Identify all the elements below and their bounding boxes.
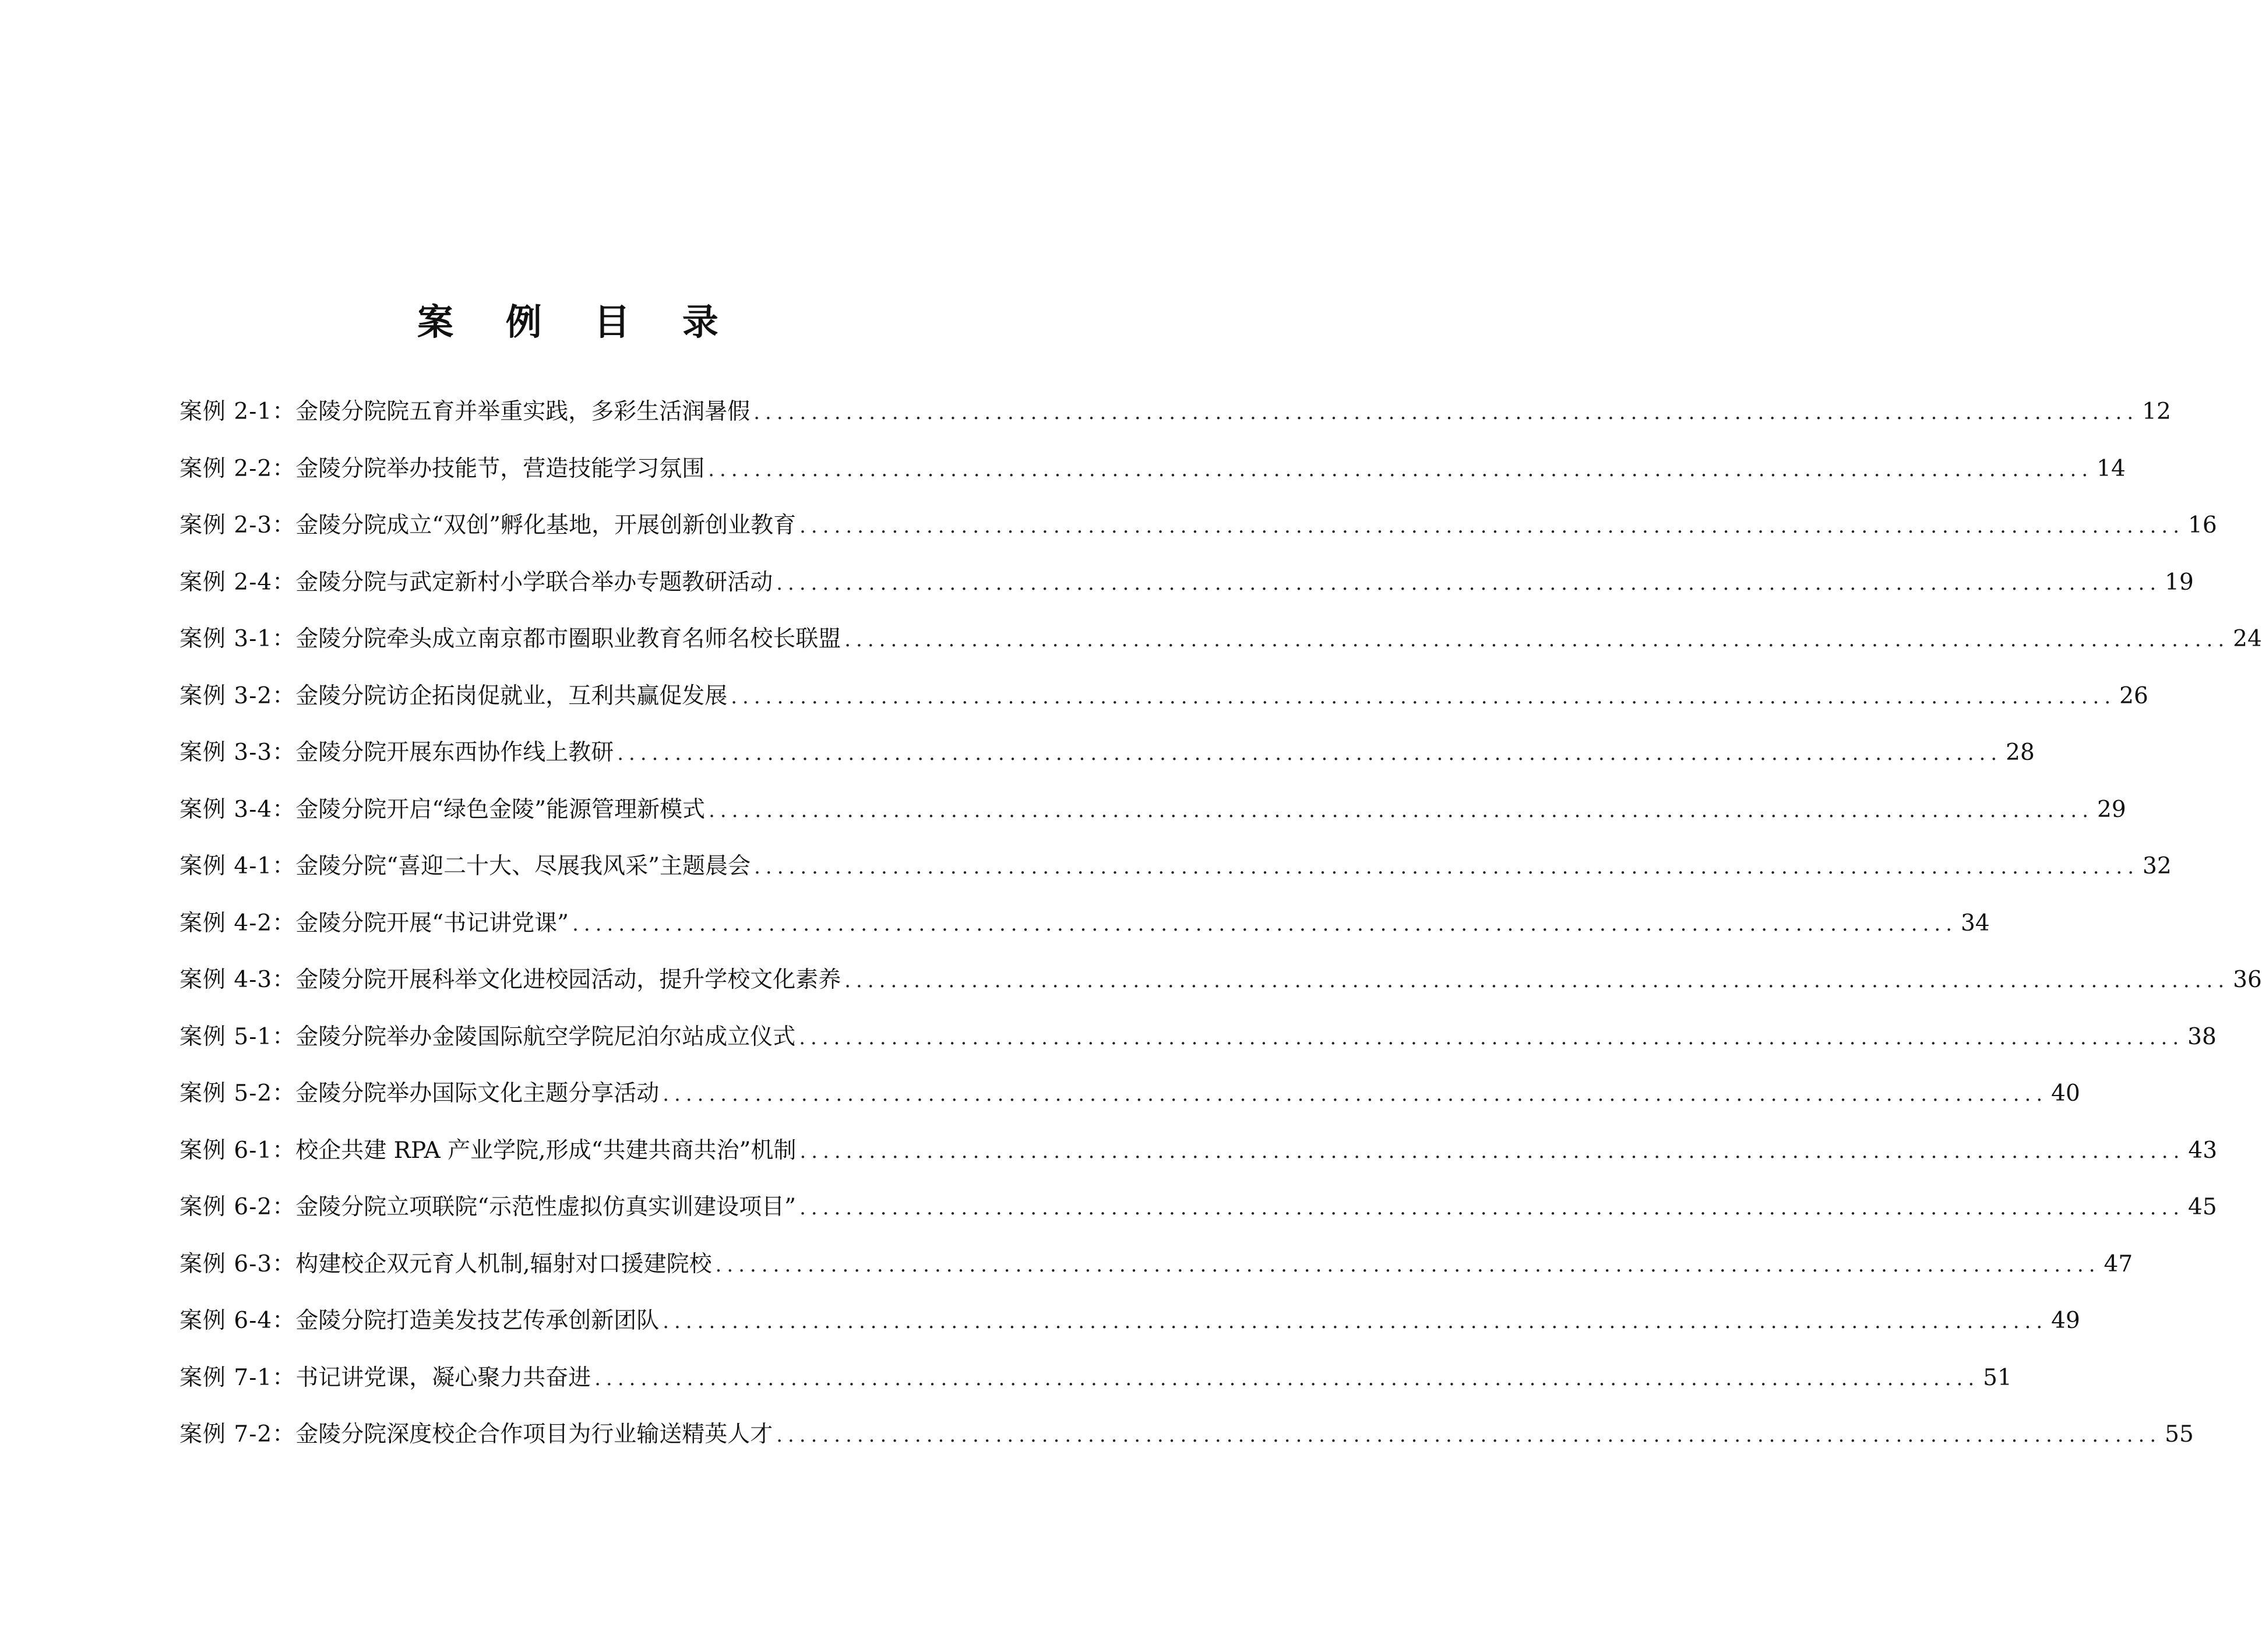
toc-entry[interactable] [179, 619, 2262, 676]
entry-page-number: 29 [2097, 796, 2126, 823]
dot-leader: ........................................................................................................................ [844, 628, 2230, 651]
toc-entry[interactable] [179, 1187, 2217, 1244]
dot-leader: ........................................................................................................................ [799, 1139, 2185, 1163]
entry-title: 金陵分院院五育并举重实践，多彩生活润暑假 [295, 399, 751, 425]
entry-label: 案例 3-3： [179, 739, 296, 766]
entry-page-number: 36 [2233, 967, 2262, 993]
toc-entry[interactable] [179, 676, 2148, 733]
entry-page-number: 32 [2143, 853, 2172, 879]
entry-title: 金陵分院开展科举文化进校园活动，提升学校文化素养 [295, 967, 841, 993]
entry-label: 案例 2-1： [179, 399, 296, 425]
toc-entry[interactable] [179, 1073, 2080, 1130]
entry-title: 校企共建 RPA 产业学院,形成“共建共商共治”机制 [295, 1137, 797, 1164]
table-of-contents [179, 392, 2262, 1471]
page-title: 案 例 目 录 [417, 300, 738, 343]
entry-label: 案例 7-2： [179, 1421, 296, 1447]
dot-leader: ........................................................................................................................ [617, 742, 2003, 765]
entry-page-number: 55 [2165, 1421, 2194, 1447]
dot-leader: ........................................................................................................................ [753, 401, 2139, 424]
entry-label: 案例 6-4： [179, 1308, 296, 1334]
toc-entry[interactable] [179, 732, 2035, 790]
dot-leader: ........................................................................................................................ [663, 1310, 2048, 1333]
entry-page-number: 19 [2165, 569, 2194, 596]
toc-entry[interactable] [179, 1244, 2133, 1301]
toc-entry[interactable] [179, 960, 2262, 1017]
toc-entry[interactable] [179, 392, 2171, 449]
dot-leader: ........................................................................................................................ [844, 969, 2230, 992]
entry-page-number: 40 [2051, 1080, 2080, 1107]
entry-page-number: 26 [2119, 682, 2148, 709]
entry-title: 金陵分院立项联院“示范性虚拟仿真实训建设项目” [295, 1194, 797, 1220]
entry-label: 案例 3-2： [179, 682, 296, 709]
toc-entry[interactable] [179, 1414, 2194, 1471]
toc-entry[interactable] [179, 449, 2126, 506]
entry-label: 案例 5-2： [179, 1080, 296, 1107]
dot-leader: ........................................................................................................................ [754, 855, 2140, 879]
entry-page-number: 45 [2188, 1194, 2217, 1220]
entry-title: 金陵分院牵头成立南京都市圈职业教育名师名校长联盟 [295, 626, 841, 652]
dot-leader: ........................................................................................................................ [776, 571, 2162, 595]
entry-page-number: 43 [2188, 1137, 2218, 1164]
entry-label: 案例 6-1： [179, 1137, 296, 1164]
entry-page-number: 51 [1983, 1364, 2012, 1391]
toc-entry[interactable] [179, 1130, 2218, 1188]
entry-label: 案例 2-4： [179, 569, 296, 596]
dot-leader: ........................................................................................................................ [709, 798, 2094, 822]
dot-leader: ........................................................................................................................ [799, 1026, 2185, 1049]
entry-page-number: 16 [2188, 512, 2217, 538]
dot-leader: ........................................................................................................................ [799, 1196, 2185, 1220]
entry-page-number: 28 [2006, 739, 2035, 766]
entry-page-number: 24 [2233, 626, 2262, 652]
dot-leader: ........................................................................................................................ [663, 1083, 2048, 1106]
entry-label: 案例 5-1： [179, 1023, 296, 1050]
entry-title: 金陵分院开展“书记讲党课” [295, 910, 569, 936]
entry-label: 案例 3-4： [179, 796, 296, 823]
entry-label: 案例 3-1： [179, 626, 296, 652]
toc-entry[interactable] [179, 562, 2194, 619]
dot-leader: ........................................................................................................................ [776, 1424, 2162, 1447]
toc-entry[interactable] [179, 790, 2126, 847]
dot-leader: ........................................................................................................................ [594, 1366, 1980, 1390]
entry-title: 金陵分院开启“绿色金陵”能源管理新模式 [295, 796, 706, 823]
entry-title: 构建校企双元育人机制,辐射对口援建院校 [295, 1251, 712, 1277]
entry-title: 金陵分院打造美发技艺传承创新团队 [295, 1308, 660, 1334]
entry-title: 金陵分院举办国际文化主题分享活动 [295, 1080, 660, 1107]
entry-label: 案例 2-3： [179, 512, 296, 538]
entry-label: 案例 2-2： [179, 455, 296, 482]
dot-leader: ........................................................................................................................ [572, 912, 1958, 936]
entry-page-number: 14 [2097, 455, 2126, 482]
entry-page-number: 47 [2104, 1251, 2133, 1277]
dot-leader: ........................................................................................................................ [708, 457, 2094, 481]
entry-title: 金陵分院举办金陵国际航空学院尼泊尔站成立仪式 [295, 1023, 796, 1050]
entry-label: 案例 4-2： [179, 910, 296, 936]
entry-title: 金陵分院举办技能节，营造技能学习氛围 [295, 455, 705, 482]
toc-entry[interactable] [179, 1017, 2217, 1074]
toc-entry[interactable] [179, 1358, 2012, 1415]
entry-label: 案例 4-3： [179, 967, 296, 993]
dot-leader: ........................................................................................................................ [715, 1253, 2101, 1277]
toc-entry[interactable] [179, 903, 1990, 960]
entry-title: 金陵分院深度校企合作项目为行业输送精英人才 [295, 1421, 773, 1447]
entry-title: 金陵分院访企拓岗促就业，互利共赢促发展 [295, 682, 728, 709]
entry-page-number: 12 [2142, 399, 2171, 425]
entry-label: 案例 6-2： [179, 1194, 296, 1220]
toc-entry[interactable] [179, 1301, 2080, 1358]
entry-page-number: 49 [2051, 1308, 2080, 1334]
toc-entry[interactable] [179, 846, 2172, 903]
entry-label: 案例 6-3： [179, 1251, 296, 1277]
dot-leader: ........................................................................................................................ [799, 515, 2185, 538]
entry-title: 金陵分院成立“双创”孵化基地，开展创新创业教育 [295, 512, 797, 538]
entry-label: 案例 7-1： [179, 1364, 296, 1391]
dot-leader: ........................................................................................................................ [731, 685, 2116, 709]
entry-title: 金陵分院与武定新村小学联合举办专题教研活动 [295, 569, 773, 596]
entry-title: 金陵分院开展东西协作线上教研 [295, 739, 614, 766]
entry-page-number: 34 [1961, 910, 1990, 936]
entry-title: 金陵分院“喜迎二十大、尽展我风采”主题晨会 [295, 853, 751, 879]
entry-page-number: 38 [2187, 1023, 2217, 1050]
entry-label: 案例 4-1： [179, 853, 296, 879]
entry-title: 书记讲党课，凝心聚力共奋进 [295, 1364, 591, 1391]
toc-entry[interactable] [179, 505, 2217, 562]
